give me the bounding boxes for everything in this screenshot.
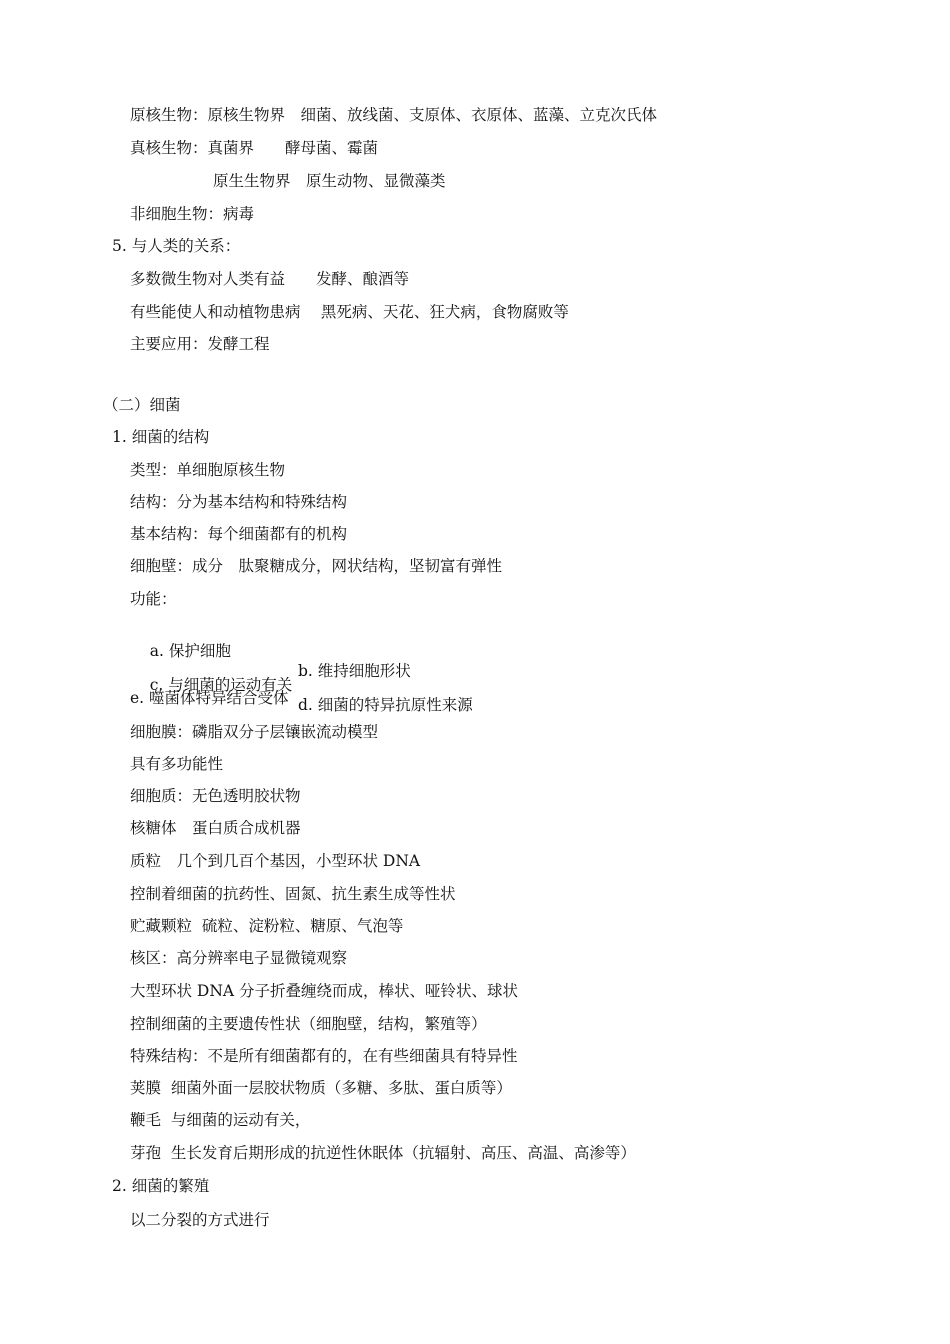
- text-granules: 贮藏颗粒 硫粒、淀粉粒、糖原、气泡等: [130, 917, 404, 935]
- text-eukaryote: 真核生物：真菌界 酵母菌、霉菌: [130, 139, 379, 157]
- text-beneficial: 多数微生物对人类有益 发酵、酿酒等: [130, 270, 410, 288]
- function-c: c. 与细菌的运动有关: [149, 676, 293, 694]
- text-plasmid: 质粒 几个到几百个基因，小型环状 DNA: [130, 852, 421, 870]
- text-nucleoid: 核区：高分辨率电子显微镜观察: [130, 949, 348, 967]
- function-e: e. 噬菌体特异结合受体: [130, 689, 289, 707]
- text-basic-structure: 基本结构：每个细菌都有的机构: [130, 525, 348, 543]
- text-binary-fission: 以二分裂的方式进行: [130, 1211, 270, 1229]
- text-dna-control: 控制细菌的主要遗传性状（细胞壁，结构，繁殖等）: [130, 1015, 487, 1033]
- text-cell-wall: 细胞壁：成分 肽聚糖成分，网状结构，坚韧富有弹性: [130, 557, 503, 575]
- text-structure: 结构：分为基本结构和特殊结构: [130, 493, 348, 511]
- text-plasmid-control: 控制着细菌的抗药性、固氮、抗生素生成等性状: [130, 885, 456, 903]
- text-multifunction: 具有多功能性: [130, 755, 224, 773]
- section-heading-bacteria: （二）细菌: [103, 396, 181, 414]
- heading-reproduction: 2. 细菌的繁殖: [112, 1177, 210, 1195]
- text-protist: 原生生物界 原生动物、显微藻类: [213, 172, 446, 190]
- heading-relation: 5. 与人类的关系：: [112, 237, 241, 255]
- text-cell-membrane: 细胞膜：磷脂双分子层镶嵌流动模型: [130, 723, 379, 741]
- text-harmful: 有些能使人和动植物患病 黑死病、天花、狂犬病，食物腐败等: [130, 303, 569, 321]
- function-b: b. 维持细胞形状: [298, 662, 411, 680]
- text-noncell: 非细胞生物：病毒: [130, 205, 255, 223]
- text-flagellum: 鞭毛 与细菌的运动有关，: [130, 1111, 311, 1129]
- text-function-label: 功能：: [130, 590, 177, 608]
- text-prokaryote: 原核生物：原核生物界 细菌、放线菌、支原体、衣原体、蓝藻、立克次氏体: [130, 106, 658, 124]
- text-spore: 芽孢 生长发育后期形成的抗逆性休眠体（抗辐射、高压、高温、高渗等）: [130, 1144, 636, 1162]
- text-type: 类型：单细胞原核生物: [130, 461, 286, 479]
- text-special-structure: 特殊结构：不是所有细菌都有的，在有些细菌具有特异性: [130, 1047, 518, 1065]
- text-dna: 大型环状 DNA 分子折叠缠绕而成，棒状、哑铃状、球状: [130, 982, 519, 1000]
- text-ribosome: 核糖体 蛋白质合成机器: [130, 819, 301, 837]
- text-application: 主要应用：发酵工程: [130, 335, 270, 353]
- function-d: d. 细菌的特异抗原性来源: [298, 696, 473, 714]
- function-a: a. 保护细胞: [149, 642, 231, 660]
- heading-structure: 1. 细菌的结构: [112, 428, 210, 446]
- text-cytoplasm: 细胞质：无色透明胶状物: [130, 787, 301, 805]
- text-capsule: 荚膜 细菌外面一层胶状物质（多糖、多肽、蛋白质等）: [130, 1079, 512, 1097]
